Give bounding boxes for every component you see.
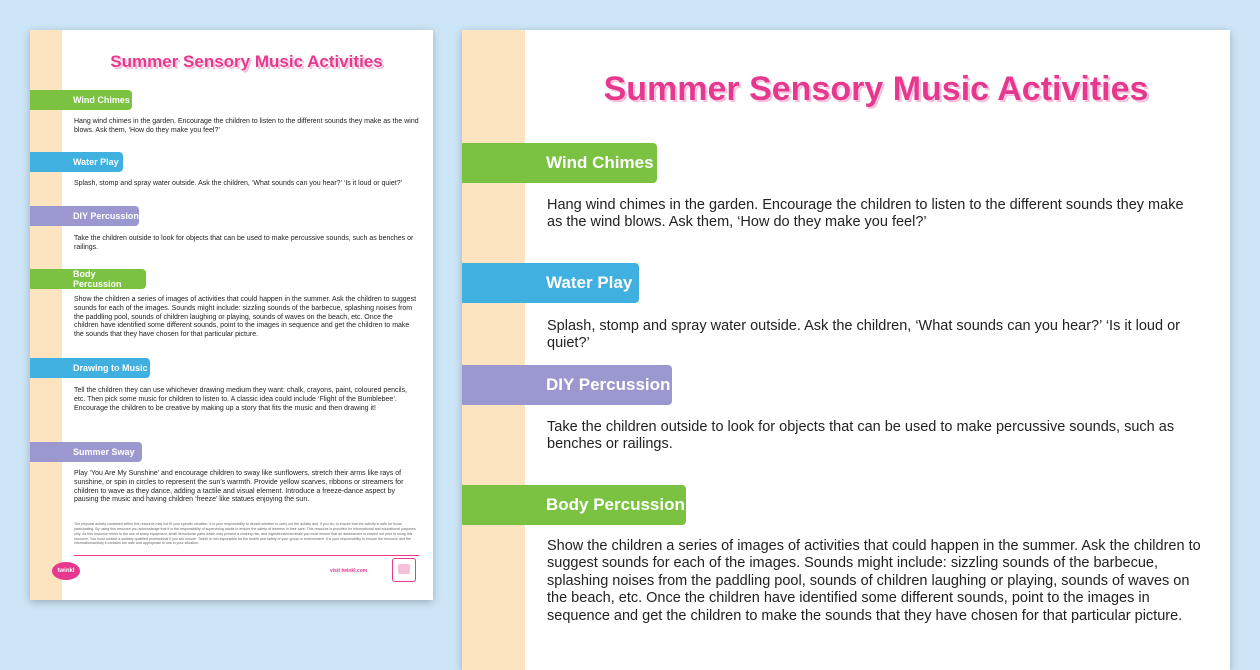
section-label-wind-chimes: Wind Chimes (462, 143, 657, 183)
margin-stripe (462, 30, 525, 670)
section-label-drawing-to-music: Drawing to Music (30, 358, 150, 378)
section-label-summer-sway: Summer Sway (30, 442, 142, 462)
section-text-water-play: Splash, stomp and spray water outside. Ask the children, ‘What sounds can you hear?’ ‘Is it loud or quiet?’ (547, 318, 1180, 352)
page-thumbnail[interactable] (30, 30, 433, 600)
section-label-water-play: Water Play (462, 263, 639, 303)
section-text-diy-percussion: Take the children outside to look for objects that can be used to make percussive sounds, such as benches or railings. (547, 419, 1175, 453)
section-label-body-percussion: Body Percussion (30, 269, 146, 289)
page-title: Summer Sensory Music Activities (110, 52, 383, 71)
section-label-diy-percussion: DIY Percussion (462, 365, 672, 405)
twinkl-logo: twinkl (52, 562, 80, 580)
section-text-wind-chimes: Hang wind chimes in the garden. Encourage the children to listen to the different sounds they make as the wind blows. Ask them, ‘How do they make you feel?’ (74, 118, 419, 134)
section-label-diy-percussion: DIY Percussion (30, 206, 139, 226)
section-text-diy-percussion: Take the children outside to look for objects that can be used to make percussive sounds, such as benches or railings. (74, 235, 414, 251)
section-text-body-percussion: Show the children a series of images of activities that could happen in the summer. Ask the children to suggest sounds for each of the images. Sounds might include: sizzling sounds of the barbecue, splashing noises from the paddling pool, sounds of children laughing or playing, sounds of waves on the beach, etc. Once the children have identified some different sounds, point to the images in sequence and get the children to make the sounds that they have chosen for that particular picture. (547, 538, 1201, 624)
section-label-body-percussion: Body Percussion (462, 485, 686, 525)
margin-stripe (30, 30, 62, 600)
section-text-drawing-to-music: Tell the children they can use whichever drawing medium they want: chalk, crayons, paint, coloured pencils, etc. Then pick some music for children to listen to. A classic idea could include ‘Flight of the Bumblebee’. Encourage the children to be creative by making up a story that fits the music and then drawing it! (74, 387, 408, 412)
section-label-wind-chimes: Wind Chimes (30, 90, 132, 110)
section-text-summer-sway: Play ‘You Are My Sunshine’ and encourage children to sway like sunflowers, stretch their arms like rays of sunshine, or spin in circles to represent the sun’s warmth. Provide yellow scarves, ribbons or streamers for children to wave as they dance, adding a tactile and visual element. Introduce a freeze-dance aspect by pausing the music and having children ‘freeze’ like statues enjoying the sun. (74, 470, 404, 504)
section-text-wind-chimes: Hang wind chimes in the garden. Encourage the children to listen to the different sounds they make as the wind blows. Ask them, ‘How do they make you feel?’ (547, 197, 1184, 231)
section-text-water-play: Splash, stomp and spray water outside. Ask the children, ‘What sounds can you hear?’ ‘Is it loud or quiet?’ (74, 180, 403, 187)
page-title: Summer Sensory Music Activities (603, 70, 1149, 108)
disclaimer-text: The physical activity contained within this resource may not fit your specific situation. It is your responsibility to decide whether to carry out the activity and, if you do, to ensure that the activity is safe for those participating. By using this resource you acknowledge that it is the responsibility of supervising adults to ensure the safety of learners in their care. This resource is provided for informational and educational purposes only. As this resource refers to the use of sharp equipment, small items/loose parts which may present a choking risk, and ingredients/chemicals you must ensure that an assessment is carried out prior to using this resource. You must contact a suitably qualified professional if you are unsure. Twinkl is not responsible for the health and safety of your group or environment. It is your responsibility to ensure the resource and the information/activity it contains are safe and appropriate to use in your situation. (74, 522, 416, 546)
section-label-water-play: Water Play (30, 152, 123, 172)
resource-badge-icon (392, 558, 416, 582)
footer-url[interactable]: visit twinkl.com (330, 568, 368, 574)
page-zoomed[interactable] (462, 30, 1230, 670)
section-text-body-percussion: Show the children a series of images of activities that could happen in the summer. Ask the children to suggest sounds for each of the images. Sounds might include: sizzling sounds of the barbecue, splashing noises from the paddling pool, sounds of children laughing or playing, sounds of waves on the beach, etc. Once the children have identified some different sounds, point to the images in sequence and get the children to make the sounds that they have chosen for that particular picture. (74, 296, 417, 338)
footer-divider (74, 555, 419, 556)
